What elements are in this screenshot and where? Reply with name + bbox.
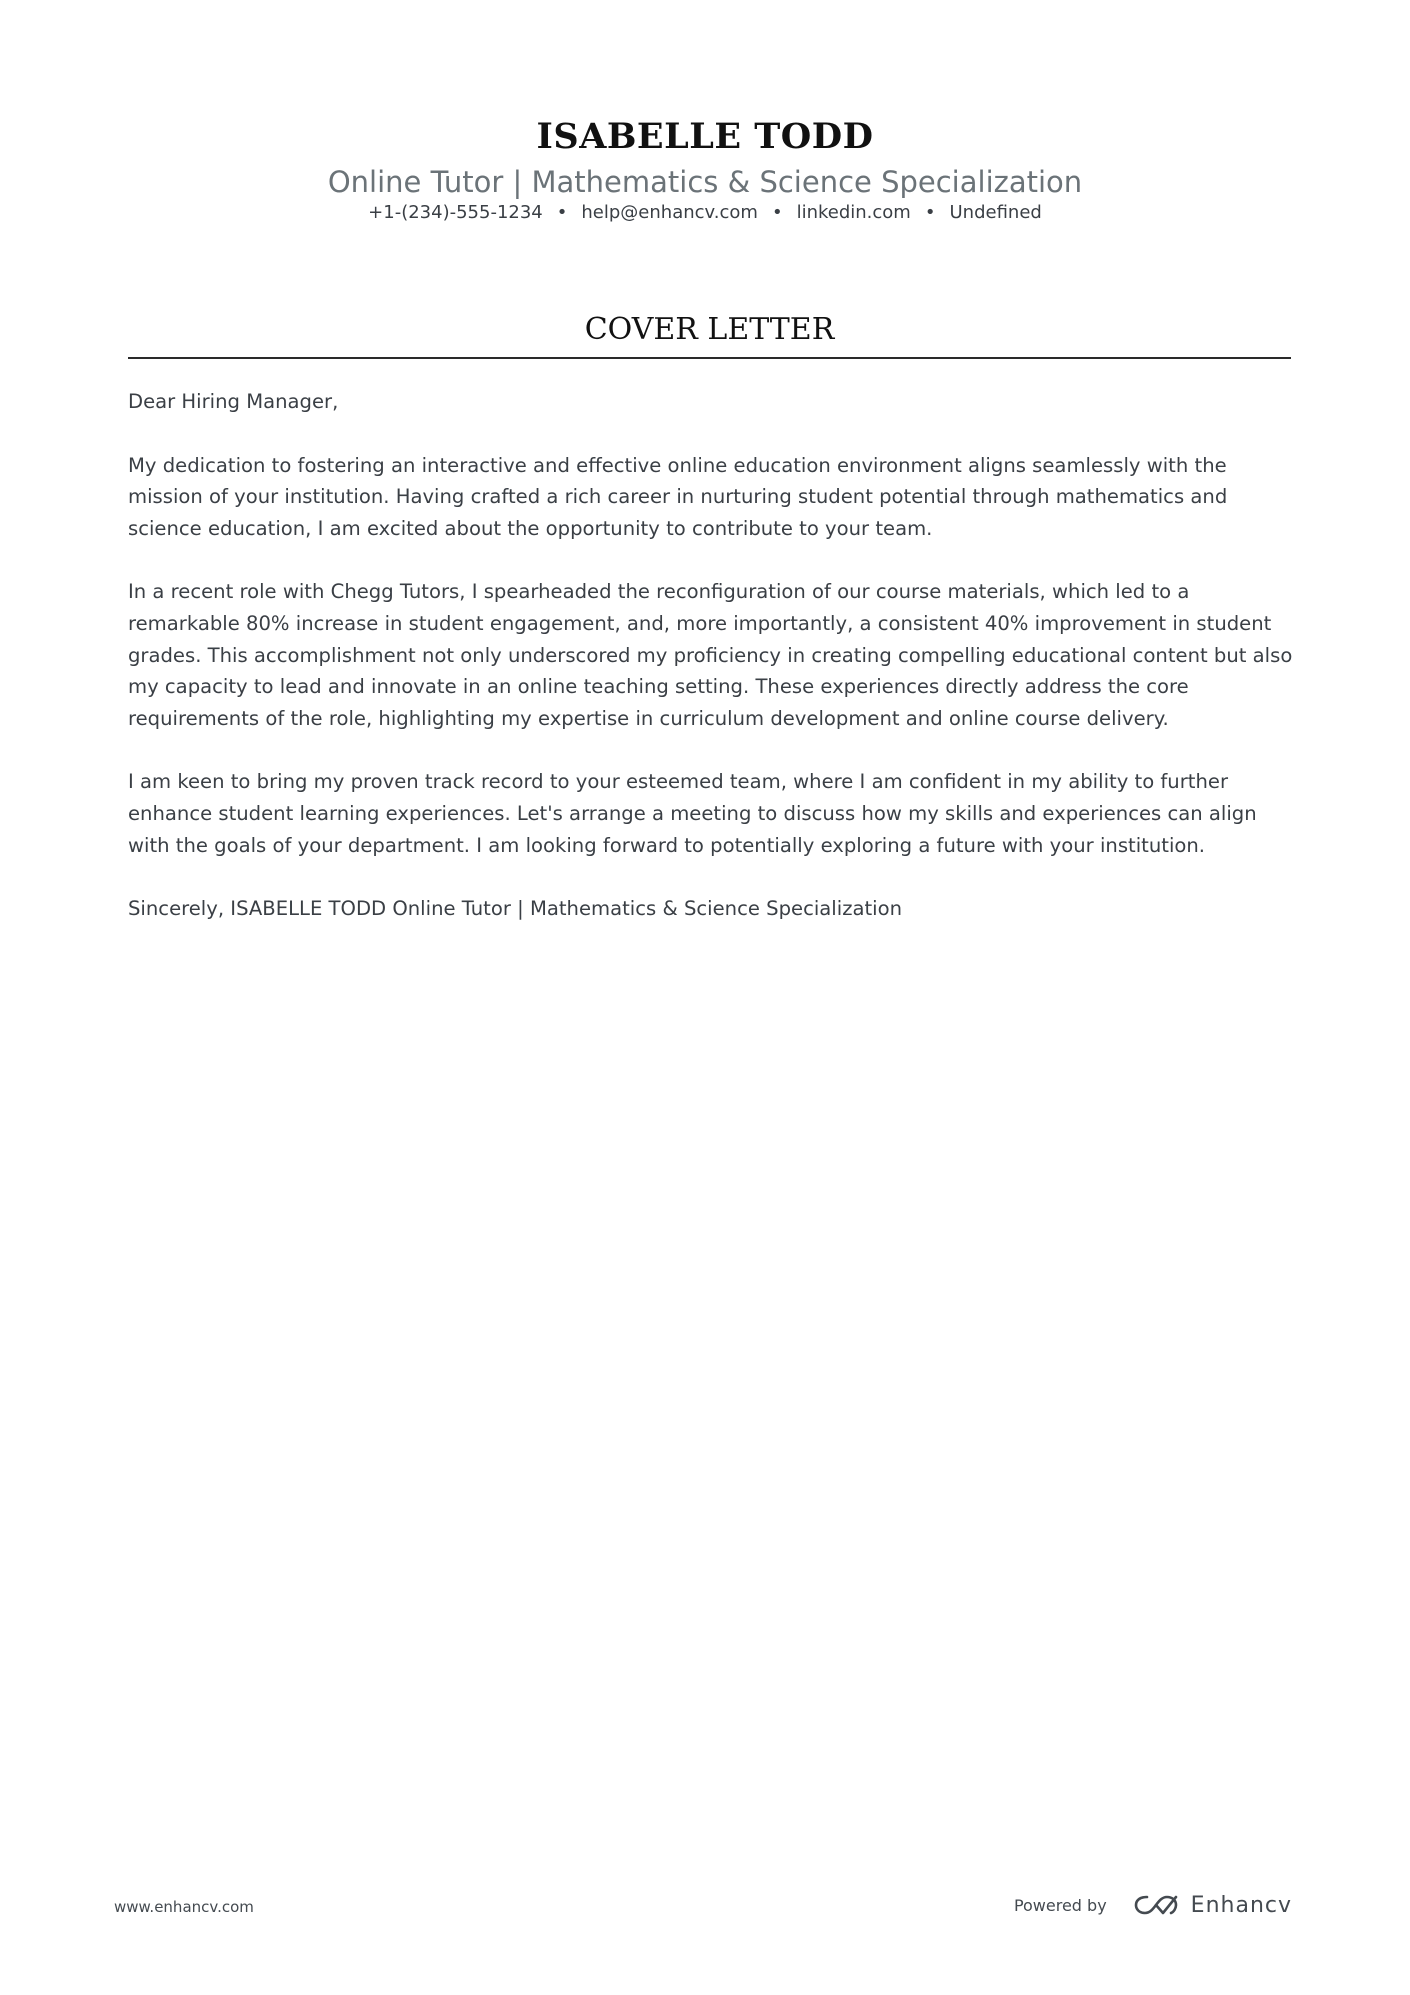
separator-dot: • xyxy=(556,202,568,223)
enhancv-logo xyxy=(1133,1893,1292,1918)
letter-paragraph: My dedication to fostering an interactive and effective online education environment aligns seamlessly with the mission of your institution. Having crafted a rich career in nurturing student potential through mathematics and science education, I am excited about the opportunity to contribute to your team. xyxy=(128,453,1228,540)
letter-paragraph: In a recent role with Chegg Tutors, I spearheaded the reconfiguration of our course materials, which led to a remarkable 80% increase in student engagement, and, more importantly, a consistent 40% improvement in student grades. This accomplishment not only underscored my proficiency in creating compelling educational content but also my capacity to lead and innovate in an online teaching setting. These experiences directly address the core requirements of the role, highlighting my expertise in curriculum development and online course delivery. xyxy=(128,580,1293,730)
contact-phone: +1-(234)-555-1234 xyxy=(368,202,543,223)
section-divider xyxy=(128,357,1291,359)
contact-email: help@enhancv.com xyxy=(581,202,758,223)
letter-body xyxy=(128,386,1296,957)
powered-by-label: Powered by xyxy=(1013,1895,1107,1915)
separator-dot: • xyxy=(771,202,783,223)
enhancv-logo-icon xyxy=(1133,1893,1179,1917)
letter-greeting: Dear Hiring Manager, xyxy=(128,390,339,413)
footer-website: www.enhancv.com xyxy=(114,1898,254,1916)
letter-paragraph: I am keen to bring my proven track record to your esteemed team, where I am confident in my ability to further enhance student learning experiences. Let's arrange a meeting to discuss how my skills and experiences can align with the goals of your department. I am looking forward to potentially exploring a future with your institution. xyxy=(128,770,1257,857)
letter-closing: Sincerely, ISABELLE TODD Online Tutor | Mathematics & Science Specialization xyxy=(128,897,903,921)
brand-name: Enhancv xyxy=(1190,1892,1292,1918)
candidate-name: ISABELLE TODD xyxy=(536,116,874,157)
section-title: COVER LETTER xyxy=(584,312,835,347)
footer-branding xyxy=(1014,1888,1292,1922)
resume-header xyxy=(0,115,1410,225)
candidate-title: Online Tutor | Mathematics & Science Specialization xyxy=(327,165,1083,199)
contact-location: Undefined xyxy=(949,202,1042,223)
contact-line xyxy=(0,201,1410,225)
contact-linkedin: linkedin.com xyxy=(796,202,911,223)
separator-dot: • xyxy=(924,202,936,223)
